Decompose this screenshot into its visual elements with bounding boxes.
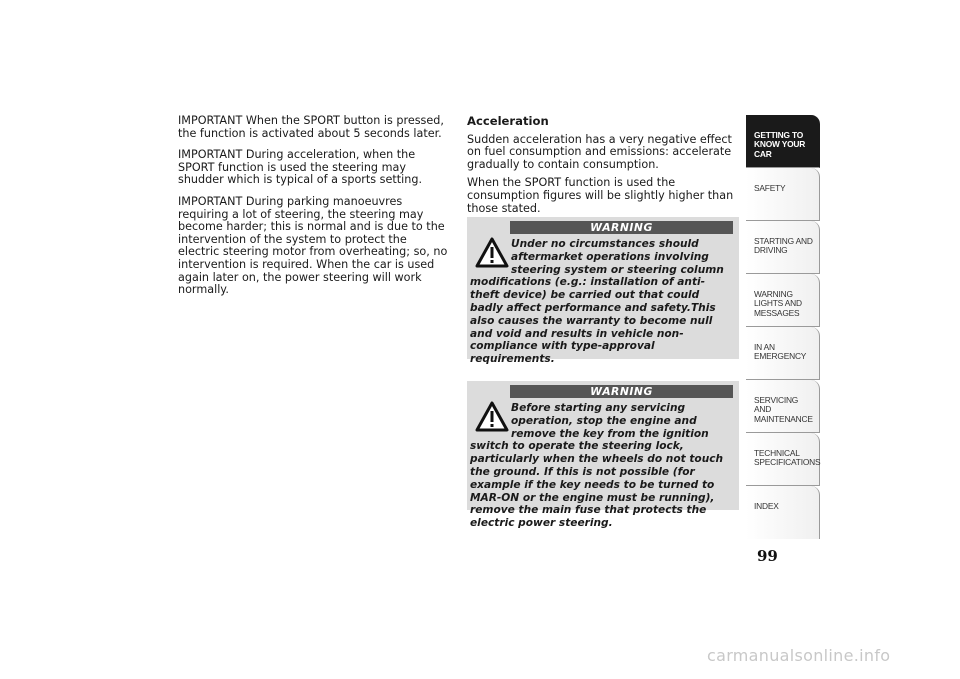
tab-label: IN AN EMERGENCY <box>754 342 807 362</box>
tab-getting-to-know-your-car[interactable] <box>746 115 820 168</box>
page-number: 99 <box>757 547 778 565</box>
warning-text: Before starting any servicing operation, stop the engine and remove the key from the ignition switch to operate the steering lock, particularly when the wheels do not touch the ground. If this is not possible (for example if the key needs to be turned to MAR-ON or the engine must be running), remove the main fuse that protects the electric power steering. <box>470 402 724 530</box>
tab-in-an-emergency[interactable] <box>746 327 820 380</box>
important-note-3: IMPORTANT During parking manoeuvres requiring a lot of steering, the steering may become harder; this is normal and is due to the intervention of the system to protect the electric steering motor from overheating; so, no intervention is required. When the car is used again later on, the power steering will work normally. <box>178 194 448 297</box>
warning-triangle-icon <box>475 237 509 268</box>
tab-label: STARTING AND DRIVING <box>754 236 813 256</box>
watermark: carmanualsonline.info <box>707 646 891 665</box>
acceleration-paragraph-2: When the SPORT function is used the consumption figures will be slightly higher than those stated. <box>467 176 734 215</box>
tab-label: SERVICING AND MAINTENANCE <box>754 395 813 424</box>
tab-safety[interactable] <box>746 168 820 221</box>
tab-label: SAFETY <box>754 183 786 193</box>
warning-title: WARNING <box>510 385 733 398</box>
important-note-2: IMPORTANT During acceleration, when the SPORT function is used the steering may shudder which is typical of a sports setting. <box>178 148 423 187</box>
warning-triangle-icon <box>475 401 509 432</box>
section-heading: Acceleration <box>467 114 549 128</box>
tab-label: TECHNICAL SPECIFICATIONS <box>754 448 821 468</box>
tab-index[interactable] <box>746 486 820 539</box>
warning-title: WARNING <box>510 221 733 234</box>
tab-label: GETTING TO KNOW YOUR CAR <box>754 130 806 159</box>
left-column <box>178 115 450 306</box>
acceleration-paragraph-1: Sudden acceleration has a very negative effect on fuel consumption and emissions: accelerate gradually to contain consumption. <box>467 132 732 171</box>
tab-technical-specifications[interactable] <box>746 433 820 486</box>
important-note-1: IMPORTANT When the SPORT button is pressed, the function is activated about 5 seconds later. <box>178 114 444 140</box>
warning-box-1 <box>467 217 739 366</box>
right-column <box>467 115 741 221</box>
tab-label: INDEX <box>754 501 779 511</box>
warning-box-2 <box>467 381 739 530</box>
tab-label: WARNING LIGHTS AND MESSAGES <box>754 289 802 318</box>
section-tabs <box>746 115 820 539</box>
tab-servicing-and-maintenance[interactable] <box>746 380 820 433</box>
tab-starting-and-driving[interactable] <box>746 221 820 274</box>
warning-text: Under no circumstances should aftermarket operations involving steering system or steering column modifications (e.g.: installation of anti-theft device) be carried out that could badly affect performance and safety.This also causes the warranty to become null and void and results in vehicle non-compliance with type-approval requirements. <box>470 238 724 366</box>
tab-warning-lights-and-messages[interactable] <box>746 274 820 327</box>
